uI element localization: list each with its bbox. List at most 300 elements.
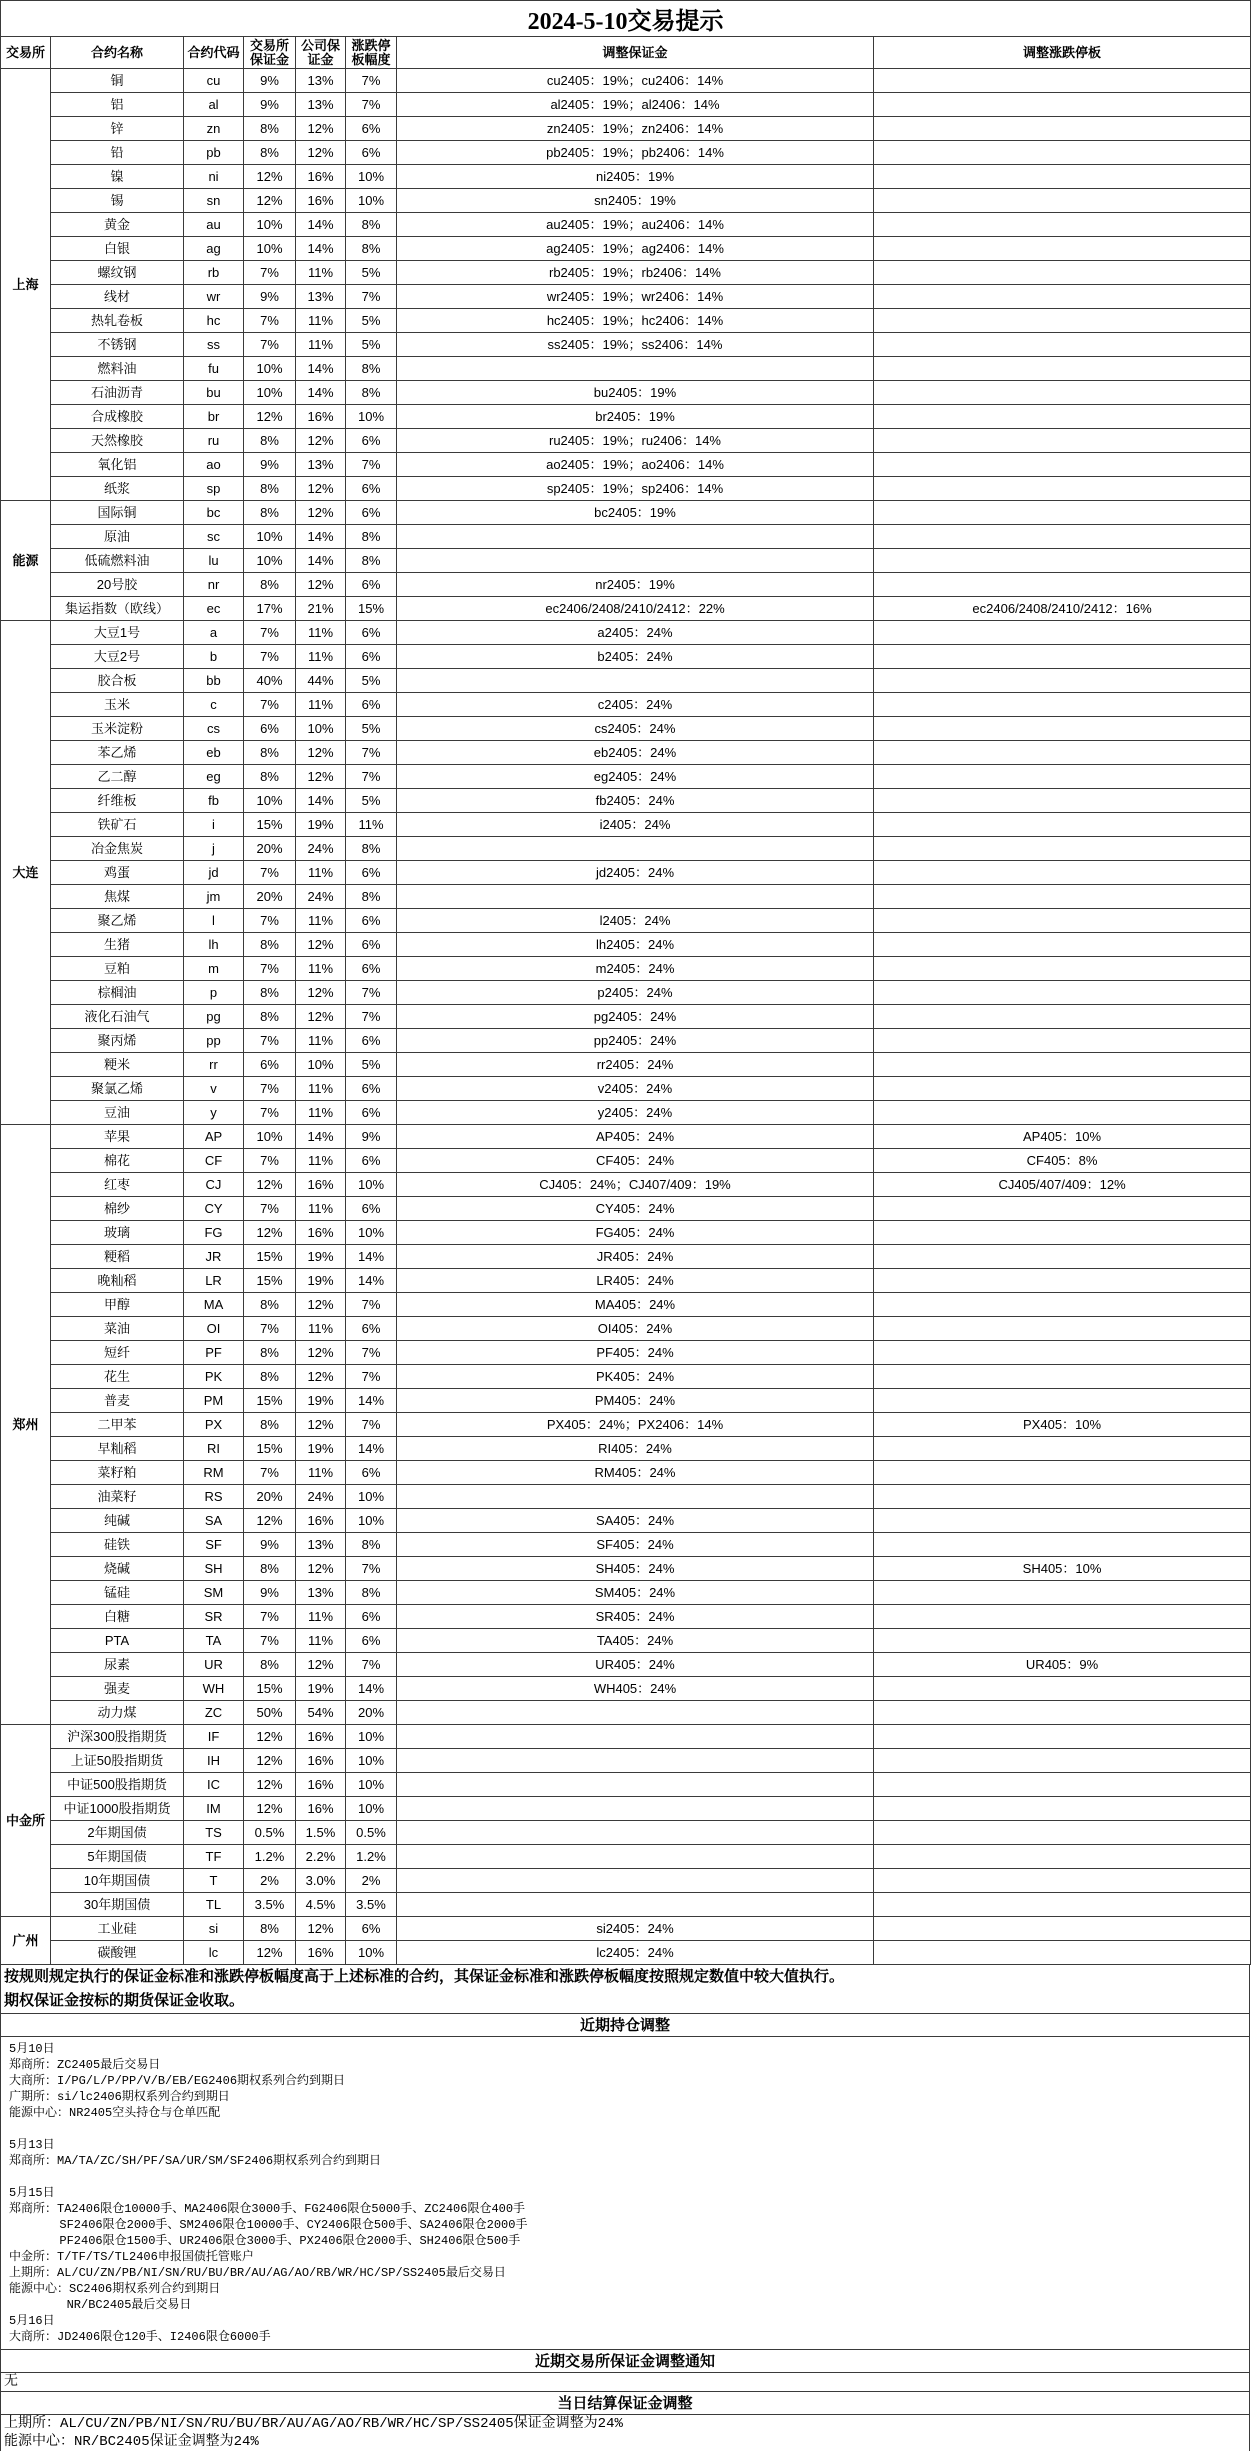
- table-row: [1, 1845, 1251, 1869]
- table-row: [1, 693, 1251, 717]
- contract-name: 早籼稻: [51, 1437, 184, 1461]
- position-adjust-line: 郑商所：ZC2405最后交易日: [9, 2058, 161, 2072]
- title-row: [1, 1, 1251, 37]
- table-row: [1, 1749, 1251, 1773]
- adjusted-price-limit: [874, 1005, 1251, 1029]
- contract-name: 冶金焦炭: [51, 837, 184, 861]
- price-limit: 14%: [346, 1245, 397, 1269]
- company-margin: 11%: [296, 309, 346, 333]
- contract-name: 氧化铝: [51, 453, 184, 477]
- exchange-margin: 15%: [244, 1269, 296, 1293]
- company-margin: 11%: [296, 333, 346, 357]
- adjusted-margin: a2405：24%: [397, 621, 874, 645]
- price-limit: 9%: [346, 1125, 397, 1149]
- adjusted-margin: TA405：24%: [397, 1629, 874, 1653]
- table-row: [1, 1557, 1251, 1581]
- adjusted-price-limit: [874, 1629, 1251, 1653]
- adjusted-margin: LR405：24%: [397, 1269, 874, 1293]
- table-row: [1, 429, 1251, 453]
- contract-code: b: [184, 645, 244, 669]
- contract-code: IM: [184, 1797, 244, 1821]
- adjusted-margin: ni2405：19%: [397, 165, 874, 189]
- table-row: [1, 1509, 1251, 1533]
- adjusted-margin: PM405：24%: [397, 1389, 874, 1413]
- header-adjusted-margin: 调整保证金: [397, 37, 874, 69]
- adjusted-price-limit: [874, 1365, 1251, 1389]
- contract-code: lu: [184, 549, 244, 573]
- contract-name: 粳米: [51, 1053, 184, 1077]
- contract-name: 白糖: [51, 1605, 184, 1629]
- exchange-margin: 7%: [244, 1605, 296, 1629]
- contract-name: 棕榈油: [51, 981, 184, 1005]
- price-limit: 6%: [346, 861, 397, 885]
- page-title: 2024-5-10交易提示: [1, 1, 1251, 37]
- adjusted-price-limit: [874, 237, 1251, 261]
- table-row: [1, 1149, 1251, 1173]
- adjusted-price-limit: [874, 1341, 1251, 1365]
- margin-notice-heading: 近期交易所保证金调整通知: [1, 2349, 1249, 2373]
- adjusted-margin: [397, 1845, 874, 1869]
- adjusted-margin: jd2405：24%: [397, 861, 874, 885]
- contract-code: RI: [184, 1437, 244, 1461]
- exchange-cell: 能源: [1, 501, 51, 621]
- adjusted-price-limit: [874, 141, 1251, 165]
- position-adjust-line: 大商所：JD2406限仓120手、I2406限仓6000手: [9, 2330, 271, 2344]
- table-row: [1, 669, 1251, 693]
- contract-name: 锰硅: [51, 1581, 184, 1605]
- exchange-margin: 15%: [244, 1677, 296, 1701]
- contract-name: 黄金: [51, 213, 184, 237]
- adjusted-price-limit: [874, 165, 1251, 189]
- table-row: [1, 165, 1251, 189]
- contract-code: IH: [184, 1749, 244, 1773]
- contract-name: 20号胶: [51, 573, 184, 597]
- adjusted-margin: hc2405：19%；hc2406：14%: [397, 309, 874, 333]
- price-limit: 8%: [346, 213, 397, 237]
- company-margin: 19%: [296, 1245, 346, 1269]
- exchange-margin: 10%: [244, 1125, 296, 1149]
- adjusted-price-limit: [874, 1269, 1251, 1293]
- adjusted-price-limit: [874, 789, 1251, 813]
- adjusted-margin: au2405：19%；au2406：14%: [397, 213, 874, 237]
- contract-name: 聚氯乙烯: [51, 1077, 184, 1101]
- price-limit: 6%: [346, 501, 397, 525]
- contract-name: 中证1000股指期货: [51, 1797, 184, 1821]
- header-exchange-margin: 交易所保证金: [244, 37, 296, 69]
- table-row: [1, 1269, 1251, 1293]
- adjusted-margin: SH405：24%: [397, 1557, 874, 1581]
- exchange-margin: 8%: [244, 981, 296, 1005]
- note-option-margin: 期权保证金按标的期货保证金收取。: [4, 1992, 245, 2009]
- contract-code: CJ: [184, 1173, 244, 1197]
- contract-code: PF: [184, 1341, 244, 1365]
- table-row: [1, 1413, 1251, 1437]
- exchange-margin: 9%: [244, 453, 296, 477]
- adjusted-margin: JR405：24%: [397, 1245, 874, 1269]
- position-adjust-line: SF2406限仓2000手、SM2406限仓10000手、CY2406限仓500手、SA2406限仓2000手: [9, 2218, 528, 2232]
- company-margin: 11%: [296, 909, 346, 933]
- company-margin: 11%: [296, 1197, 346, 1221]
- contract-name: 铜: [51, 69, 184, 93]
- contract-code: eg: [184, 765, 244, 789]
- contract-code: pp: [184, 1029, 244, 1053]
- table-row: [1, 213, 1251, 237]
- price-limit: 8%: [346, 1581, 397, 1605]
- table-row: [1, 1485, 1251, 1509]
- adjusted-price-limit: CJ405/407/409：12%: [874, 1173, 1251, 1197]
- contract-name: 2年期国债: [51, 1821, 184, 1845]
- table-row: [1, 981, 1251, 1005]
- exchange-margin: 8%: [244, 1293, 296, 1317]
- contract-name: 尿素: [51, 1653, 184, 1677]
- header-contract-code: 合约代码: [184, 37, 244, 69]
- table-row: [1, 1605, 1251, 1629]
- company-margin: 13%: [296, 285, 346, 309]
- adjusted-price-limit: [874, 1869, 1251, 1893]
- adjusted-price-limit: [874, 909, 1251, 933]
- adjusted-margin: SA405：24%: [397, 1509, 874, 1533]
- exchange-margin: 8%: [244, 477, 296, 501]
- adjusted-margin: fb2405：24%: [397, 789, 874, 813]
- position-adjust-heading: 近期持仓调整: [1, 2013, 1249, 2037]
- price-limit: 5%: [346, 717, 397, 741]
- contract-name: 玉米淀粉: [51, 717, 184, 741]
- contract-code: MA: [184, 1293, 244, 1317]
- company-margin: 11%: [296, 861, 346, 885]
- contract-code: lc: [184, 1941, 244, 1965]
- company-margin: 16%: [296, 1221, 346, 1245]
- contract-name: 玉米: [51, 693, 184, 717]
- price-limit: 20%: [346, 1701, 397, 1725]
- contract-name: 聚丙烯: [51, 1029, 184, 1053]
- company-margin: 11%: [296, 693, 346, 717]
- contract-code: RS: [184, 1485, 244, 1509]
- adjusted-price-limit: CF405：8%: [874, 1149, 1251, 1173]
- price-limit: 8%: [346, 1533, 397, 1557]
- adjusted-price-limit: [874, 117, 1251, 141]
- price-limit: 14%: [346, 1269, 397, 1293]
- adjusted-margin: CF405：24%: [397, 1149, 874, 1173]
- exchange-margin: 7%: [244, 309, 296, 333]
- contract-name: 不锈钢: [51, 333, 184, 357]
- price-limit: 10%: [346, 1173, 397, 1197]
- contract-name: 普麦: [51, 1389, 184, 1413]
- price-limit: 8%: [346, 357, 397, 381]
- price-limit: 6%: [346, 933, 397, 957]
- contract-code: CY: [184, 1197, 244, 1221]
- company-margin: 19%: [296, 1437, 346, 1461]
- exchange-margin: 8%: [244, 117, 296, 141]
- price-limit: 1.2%: [346, 1845, 397, 1869]
- adjusted-price-limit: [874, 1197, 1251, 1221]
- table-row: [1, 789, 1251, 813]
- adjusted-price-limit: [874, 381, 1251, 405]
- company-margin: 11%: [296, 261, 346, 285]
- adjusted-margin: y2405：24%: [397, 1101, 874, 1125]
- position-adjust-line: 中金所：T/TF/TS/TL2406申报国债托管账户: [9, 2250, 254, 2264]
- contract-code: RM: [184, 1461, 244, 1485]
- table-row: [1, 597, 1251, 621]
- table-row: [1, 261, 1251, 285]
- contract-name: 油菜籽: [51, 1485, 184, 1509]
- adjusted-price-limit: [874, 1677, 1251, 1701]
- exchange-margin: 0.5%: [244, 1821, 296, 1845]
- company-margin: 16%: [296, 165, 346, 189]
- exchange-margin: 9%: [244, 1581, 296, 1605]
- adjusted-margin: cu2405：19%；cu2406：14%: [397, 69, 874, 93]
- adjusted-margin: [397, 1749, 874, 1773]
- table-row: [1, 1773, 1251, 1797]
- company-margin: 12%: [296, 933, 346, 957]
- contract-code: rr: [184, 1053, 244, 1077]
- exchange-margin: 12%: [244, 189, 296, 213]
- table-row: [1, 501, 1251, 525]
- adjusted-price-limit: [874, 405, 1251, 429]
- adjusted-margin: CJ405：24%；CJ407/409：19%: [397, 1173, 874, 1197]
- contract-code: LR: [184, 1269, 244, 1293]
- price-limit: 10%: [346, 165, 397, 189]
- contract-name: 锌: [51, 117, 184, 141]
- table-row: [1, 1101, 1251, 1125]
- company-margin: 12%: [296, 1365, 346, 1389]
- table-row: [1, 885, 1251, 909]
- header-price-limit: 涨跌停板幅度: [346, 37, 397, 69]
- contract-code: TL: [184, 1893, 244, 1917]
- price-limit: 6%: [346, 573, 397, 597]
- company-margin: 1.5%: [296, 1821, 346, 1845]
- company-margin: 24%: [296, 1485, 346, 1509]
- price-limit: 6%: [346, 1077, 397, 1101]
- adjusted-price-limit: [874, 1701, 1251, 1725]
- contract-code: TS: [184, 1821, 244, 1845]
- contract-name: PTA: [51, 1629, 184, 1653]
- exchange-margin: 10%: [244, 237, 296, 261]
- company-margin: 12%: [296, 1293, 346, 1317]
- header-exchange: 交易所: [1, 37, 51, 69]
- adjusted-margin: [397, 1725, 874, 1749]
- company-margin: 11%: [296, 621, 346, 645]
- company-margin: 11%: [296, 1029, 346, 1053]
- adjusted-price-limit: [874, 1077, 1251, 1101]
- settlement-adjust-line: 能源中心：NR/BC2405保证金调整为24%: [4, 2434, 259, 2450]
- contract-code: ag: [184, 237, 244, 261]
- company-margin: 11%: [296, 1317, 346, 1341]
- price-limit: 14%: [346, 1437, 397, 1461]
- adjusted-margin: SM405：24%: [397, 1581, 874, 1605]
- price-limit: 7%: [346, 1341, 397, 1365]
- position-adjust-line: 5月15日: [9, 2186, 55, 2200]
- table-row: [1, 285, 1251, 309]
- price-limit: 7%: [346, 765, 397, 789]
- company-margin: 14%: [296, 213, 346, 237]
- adjusted-price-limit: [874, 573, 1251, 597]
- adjusted-price-limit: ec2406/2408/2410/2412：16%: [874, 597, 1251, 621]
- adjusted-price-limit: [874, 333, 1251, 357]
- company-margin: 16%: [296, 1797, 346, 1821]
- company-margin: 14%: [296, 1125, 346, 1149]
- adjusted-margin: ag2405：19%；ag2406：14%: [397, 237, 874, 261]
- position-adjust-line: 广期所：si/lc2406期权系列合约到期日: [9, 2090, 230, 2104]
- position-adjust-line: [9, 2121, 1241, 2137]
- adjusted-price-limit: AP405：10%: [874, 1125, 1251, 1149]
- adjusted-margin: zn2405：19%；zn2406：14%: [397, 117, 874, 141]
- table-row: [1, 1053, 1251, 1077]
- price-limit: 6%: [346, 909, 397, 933]
- contract-name: 菜油: [51, 1317, 184, 1341]
- adjusted-margin: sn2405：19%: [397, 189, 874, 213]
- contract-code: cs: [184, 717, 244, 741]
- contract-code: JR: [184, 1245, 244, 1269]
- exchange-margin: 10%: [244, 789, 296, 813]
- table-row: [1, 1581, 1251, 1605]
- adjusted-price-limit: [874, 1221, 1251, 1245]
- contract-name: 菜籽粕: [51, 1461, 184, 1485]
- exchange-cell: 大连: [1, 621, 51, 1125]
- adjusted-margin: AP405：24%: [397, 1125, 874, 1149]
- company-margin: 16%: [296, 1509, 346, 1533]
- table-row: [1, 405, 1251, 429]
- company-margin: 16%: [296, 405, 346, 429]
- table-row: [1, 357, 1251, 381]
- contract-code: T: [184, 1869, 244, 1893]
- adjusted-price-limit: [874, 1533, 1251, 1557]
- price-limit: 10%: [346, 1509, 397, 1533]
- contract-name: 大豆1号: [51, 621, 184, 645]
- table-body: [1, 69, 1251, 1965]
- adjusted-price-limit: [874, 1461, 1251, 1485]
- adjusted-margin: [397, 1701, 874, 1725]
- table-row: [1, 117, 1251, 141]
- adjusted-price-limit: [874, 1845, 1251, 1869]
- adjusted-price-limit: [874, 1389, 1251, 1413]
- contract-code: c: [184, 693, 244, 717]
- contract-name: 螺纹钢: [51, 261, 184, 285]
- adjusted-price-limit: [874, 669, 1251, 693]
- company-margin: 12%: [296, 141, 346, 165]
- adjusted-margin: [397, 1485, 874, 1509]
- company-margin: 11%: [296, 1077, 346, 1101]
- adjusted-margin: pb2405：19%；pb2406：14%: [397, 141, 874, 165]
- position-adjust-line: 能源中心：NR2405空头持仓与仓单匹配: [9, 2106, 221, 2120]
- adjusted-margin: si2405：24%: [397, 1917, 874, 1941]
- company-margin: 19%: [296, 1269, 346, 1293]
- price-limit: 5%: [346, 789, 397, 813]
- contract-code: bb: [184, 669, 244, 693]
- exchange-margin: 15%: [244, 813, 296, 837]
- adjusted-margin: [397, 525, 874, 549]
- table-row: [1, 381, 1251, 405]
- price-limit: 6%: [346, 1149, 397, 1173]
- position-adjust-body: [1, 2037, 1249, 2349]
- contract-name: 棉纱: [51, 1197, 184, 1221]
- company-margin: 24%: [296, 885, 346, 909]
- contract-code: TA: [184, 1629, 244, 1653]
- adjusted-margin: MA405：24%: [397, 1293, 874, 1317]
- contract-code: al: [184, 93, 244, 117]
- exchange-cell: 郑州: [1, 1125, 51, 1725]
- contract-code: wr: [184, 285, 244, 309]
- adjusted-margin: bu2405：19%: [397, 381, 874, 405]
- price-limit: 7%: [346, 1557, 397, 1581]
- price-limit: 10%: [346, 189, 397, 213]
- contract-code: m: [184, 957, 244, 981]
- bottom-section: [0, 1965, 1250, 2451]
- contract-code: hc: [184, 309, 244, 333]
- exchange-margin: 7%: [244, 693, 296, 717]
- table-row: [1, 1461, 1251, 1485]
- table-row: [1, 1173, 1251, 1197]
- table-row: [1, 741, 1251, 765]
- exchange-margin: 50%: [244, 1701, 296, 1725]
- contract-code: AP: [184, 1125, 244, 1149]
- price-limit: 7%: [346, 1365, 397, 1389]
- exchange-margin: 6%: [244, 717, 296, 741]
- adjusted-price-limit: [874, 765, 1251, 789]
- contract-code: sp: [184, 477, 244, 501]
- price-limit: 5%: [346, 1053, 397, 1077]
- price-limit: 6%: [346, 141, 397, 165]
- price-limit: 14%: [346, 1677, 397, 1701]
- company-margin: 16%: [296, 1773, 346, 1797]
- company-margin: 21%: [296, 597, 346, 621]
- adjusted-price-limit: [874, 1605, 1251, 1629]
- contract-name: 热轧卷板: [51, 309, 184, 333]
- exchange-margin: 15%: [244, 1437, 296, 1461]
- adjusted-margin: nr2405：19%: [397, 573, 874, 597]
- company-margin: 13%: [296, 93, 346, 117]
- contract-name: 铝: [51, 93, 184, 117]
- table-row: [1, 1629, 1251, 1653]
- contract-name: 强麦: [51, 1677, 184, 1701]
- price-limit: 6%: [346, 1029, 397, 1053]
- adjusted-margin: [397, 885, 874, 909]
- adjusted-margin: al2405：19%；al2406：14%: [397, 93, 874, 117]
- contract-name: 原油: [51, 525, 184, 549]
- adjusted-margin: [397, 669, 874, 693]
- price-limit: 7%: [346, 1293, 397, 1317]
- adjusted-margin: bc2405：19%: [397, 501, 874, 525]
- contract-code: PK: [184, 1365, 244, 1389]
- price-limit: 7%: [346, 981, 397, 1005]
- settlement-adjust-body: [1, 2415, 1249, 2451]
- adjusted-margin: ec2406/2408/2410/2412：22%: [397, 597, 874, 621]
- table-row: [1, 1941, 1251, 1965]
- price-limit: 0.5%: [346, 1821, 397, 1845]
- company-margin: 19%: [296, 1389, 346, 1413]
- adjusted-margin: lc2405：24%: [397, 1941, 874, 1965]
- price-limit: 5%: [346, 333, 397, 357]
- adjusted-margin: ss2405：19%；ss2406：14%: [397, 333, 874, 357]
- adjusted-price-limit: [874, 261, 1251, 285]
- price-limit: 10%: [346, 1941, 397, 1965]
- adjusted-margin: b2405：24%: [397, 645, 874, 669]
- exchange-margin: 12%: [244, 1173, 296, 1197]
- price-limit: 7%: [346, 1653, 397, 1677]
- price-limit: 6%: [346, 117, 397, 141]
- adjusted-price-limit: [874, 501, 1251, 525]
- contract-code: ni: [184, 165, 244, 189]
- table-row: [1, 909, 1251, 933]
- exchange-margin: 7%: [244, 1461, 296, 1485]
- adjusted-price-limit: [874, 453, 1251, 477]
- exchange-margin: 9%: [244, 285, 296, 309]
- company-margin: 14%: [296, 381, 346, 405]
- position-adjust-line: NR/BC2405最后交易日: [9, 2298, 192, 2312]
- table-row: [1, 1317, 1251, 1341]
- contract-code: IF: [184, 1725, 244, 1749]
- adjusted-price-limit: [874, 429, 1251, 453]
- contract-code: v: [184, 1077, 244, 1101]
